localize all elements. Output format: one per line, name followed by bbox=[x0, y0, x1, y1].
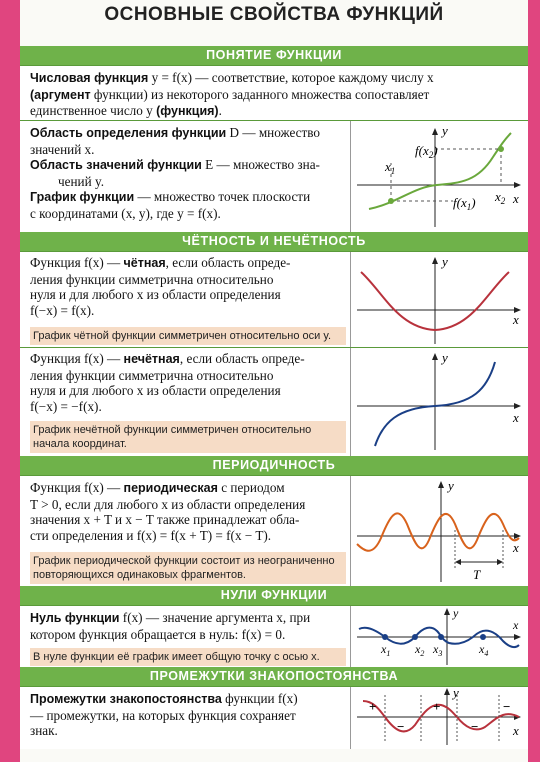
period-arrow-right bbox=[497, 559, 503, 565]
figure-even-function bbox=[353, 254, 525, 346]
y-axis-arrow bbox=[444, 608, 450, 615]
sign-block bbox=[20, 686, 528, 749]
divider bbox=[350, 687, 351, 749]
point-x1 bbox=[388, 198, 394, 204]
figure-periodic-function bbox=[353, 478, 525, 584]
zeros-note: В нуле функции её график имеет общую точку с осью x. bbox=[30, 648, 346, 666]
y-axis-arrow bbox=[432, 128, 438, 135]
figure-sign-intervals bbox=[353, 687, 525, 747]
y-axis-arrow bbox=[438, 481, 444, 488]
def-arg: (аргумент bbox=[30, 87, 91, 102]
x-axis-arrow bbox=[514, 634, 521, 640]
sign-text: Промежутки знакопостоянства функции f(x) — промежутки, на которых функция сохраняет знак. bbox=[30, 691, 298, 739]
fig1-x1-label: $x_1$ bbox=[385, 159, 396, 176]
section-header-sign: ПРОМЕЖУТКИ ЗНАКОПОСТОЯНСТВА bbox=[20, 667, 528, 686]
fig1-y-label: y bbox=[442, 123, 448, 138]
divider bbox=[350, 252, 351, 348]
period-arrow-left bbox=[455, 559, 461, 565]
zero-label-x4: $x_4$ bbox=[479, 642, 489, 658]
section-header-concept: ПОНЯТИЕ ФУНКЦИИ bbox=[20, 46, 528, 65]
fig5-x-label: x bbox=[513, 618, 519, 632]
zero-label-x3: $x_3$ bbox=[433, 642, 443, 658]
concept-domain-block bbox=[20, 120, 528, 233]
odd-block bbox=[20, 347, 528, 457]
fig6-x-label: x bbox=[513, 723, 519, 738]
page-title: ОСНОВНЫЕ СВОЙСТВА ФУНКЦИЙ bbox=[104, 4, 444, 25]
zeros-block bbox=[20, 605, 528, 668]
x-axis-arrow bbox=[514, 182, 521, 188]
domain-text: Область определения функции D — множество значений x. Область значений функции E — множество зна- чений y. График функции — множество точек плоскости с координатами (x, y), где y = f(x). bbox=[30, 125, 320, 221]
sign-plus-1: + bbox=[369, 699, 377, 714]
sign-curve bbox=[363, 701, 519, 731]
zero-label-x1: $x_1$ bbox=[381, 642, 391, 658]
fig3-x-label: x bbox=[513, 410, 519, 425]
divider bbox=[350, 348, 351, 457]
section-header-zeros: НУЛИ ФУНКЦИИ bbox=[20, 586, 528, 605]
fig2-y-label: y bbox=[442, 254, 448, 269]
concept-definition-text: Числовая функция y = f(x) — соответствие, которое каждому числу x (аргумент функции) из некоторого заданного множества сопоставляет единственное число y (функция). bbox=[30, 70, 434, 119]
divider bbox=[350, 121, 351, 233]
fig2-x-label: x bbox=[513, 312, 519, 327]
sign-plus-2: + bbox=[433, 699, 441, 714]
odd-text: Функция f(x) — нечётная, если область опреде- ления функции симметрична относительно нуля и для любого x из области определения f(−x) = −f(x). bbox=[30, 351, 305, 414]
zero-point-x2 bbox=[412, 634, 418, 640]
even-note: График чётной функции симметричен относительно оси y. bbox=[30, 327, 346, 345]
section-header-parity: ЧЁТНОСТЬ И НЕЧЁТНОСТЬ bbox=[20, 232, 528, 251]
x-axis-arrow bbox=[514, 403, 521, 409]
fig1-x2-label: $x_2$ bbox=[495, 189, 506, 206]
fig6-y-label: y bbox=[453, 687, 459, 700]
sign-minus-1: − bbox=[397, 719, 405, 734]
fig1-fx1-label: $f(x_1)$ bbox=[453, 195, 476, 212]
point-x2 bbox=[498, 146, 504, 152]
zeros-text: Нуль функции f(x) — значение аргумента x, при котором функция обращается в нуль: f(x) = 0. bbox=[30, 610, 311, 642]
sign-minus-3: − bbox=[503, 699, 511, 714]
concept-definition-block bbox=[20, 65, 528, 121]
figure-zeros bbox=[353, 607, 525, 667]
fig4-x-label: x bbox=[513, 540, 519, 555]
periodic-curve bbox=[357, 513, 519, 550]
zero-point-x4 bbox=[480, 634, 486, 640]
fig4-y-label: y bbox=[448, 478, 454, 493]
even-block bbox=[20, 251, 528, 348]
poster-sheet bbox=[20, 0, 528, 762]
zero-label-x2: $x_2$ bbox=[415, 642, 425, 658]
periodic-note: График периодической функции состоит из неограниченно повторяющихся одинаковых фрагментов. bbox=[30, 552, 346, 584]
zero-point-x1 bbox=[382, 634, 388, 640]
fig4-period-label: T bbox=[473, 567, 481, 582]
sign-minus-2: − bbox=[471, 719, 479, 734]
odd-note: График нечётной функции симметричен относительно начала координат. bbox=[30, 421, 346, 453]
even-text: Функция f(x) — чётная, если область опреде- ления функции симметрична относительно нуля и для любого x из области определения f(−x) = f(x). bbox=[30, 255, 291, 318]
y-axis-arrow bbox=[444, 688, 450, 695]
divider bbox=[350, 606, 351, 668]
zero-point-x3 bbox=[438, 634, 444, 640]
periodic-block bbox=[20, 475, 528, 587]
periodic-text: Функция f(x) — периодическая с периодом T > 0, если для любого x из области определения значения x + T и x − T также принадлежат обла- сти определения и f(x) = f(x + T) = f(x − T). bbox=[30, 480, 306, 543]
fig5-y-label: y bbox=[453, 607, 459, 620]
fig1-fx2-label: $f(x_2)$ bbox=[415, 143, 438, 160]
figure-monotone-function bbox=[353, 123, 525, 231]
def-term: Числовая функция bbox=[30, 71, 149, 85]
y-axis-arrow bbox=[432, 353, 438, 360]
divider bbox=[350, 476, 351, 587]
figure-odd-function bbox=[353, 350, 525, 454]
y-axis-arrow bbox=[432, 257, 438, 264]
section-header-periodic: ПЕРИОДИЧНОСТЬ bbox=[20, 456, 528, 475]
fig3-y-label: y bbox=[442, 350, 448, 365]
fig1-x-label: x bbox=[513, 191, 519, 206]
